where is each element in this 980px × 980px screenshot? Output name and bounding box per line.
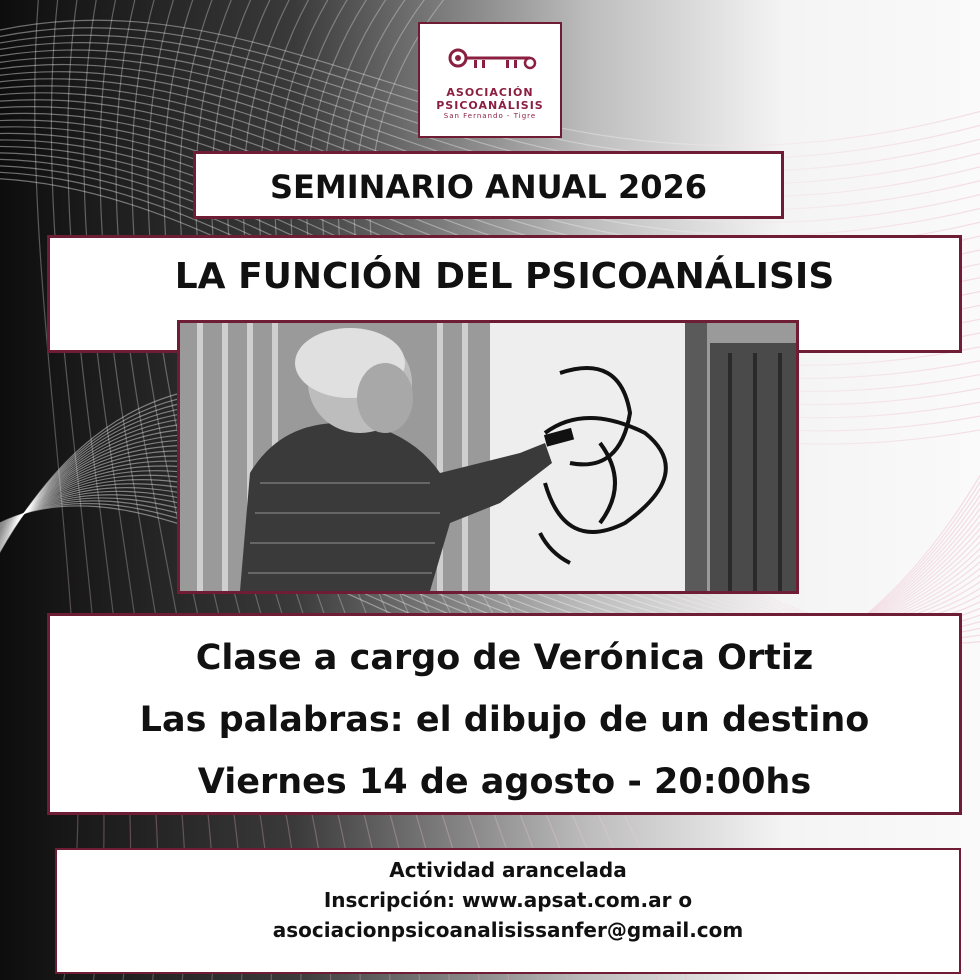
main-title: LA FUNCIÓN DEL PSICOANÁLISIS [174,256,835,297]
registration-link[interactable]: Inscripción: www.apsat.com.ar o [323,888,693,912]
fee-note: Actividad arancelada [389,858,627,882]
logo-subtitle: San Fernando - Tigre [443,112,537,120]
seminar-box [193,151,784,219]
seminar-title: SEMINARIO ANUAL 2026 [270,168,707,206]
registration-box [55,848,961,974]
contact-email[interactable]: asociacionpsicoanalisissanfer@gmail.com [272,918,744,942]
photo-frame [177,320,799,594]
class-topic: Las palabras: el dibujo de un destino [139,700,870,740]
logo [418,22,562,138]
logo-title: ASOCIACIÓN PSICOANÁLISIS [436,86,544,112]
class-date: Viernes 14 de agosto - 20:00hs [197,762,812,802]
class-box [47,613,962,815]
class-speaker: Clase a cargo de Verónica Ortiz [195,638,814,678]
lecturer-photo [180,323,796,591]
key-icon [446,46,538,80]
